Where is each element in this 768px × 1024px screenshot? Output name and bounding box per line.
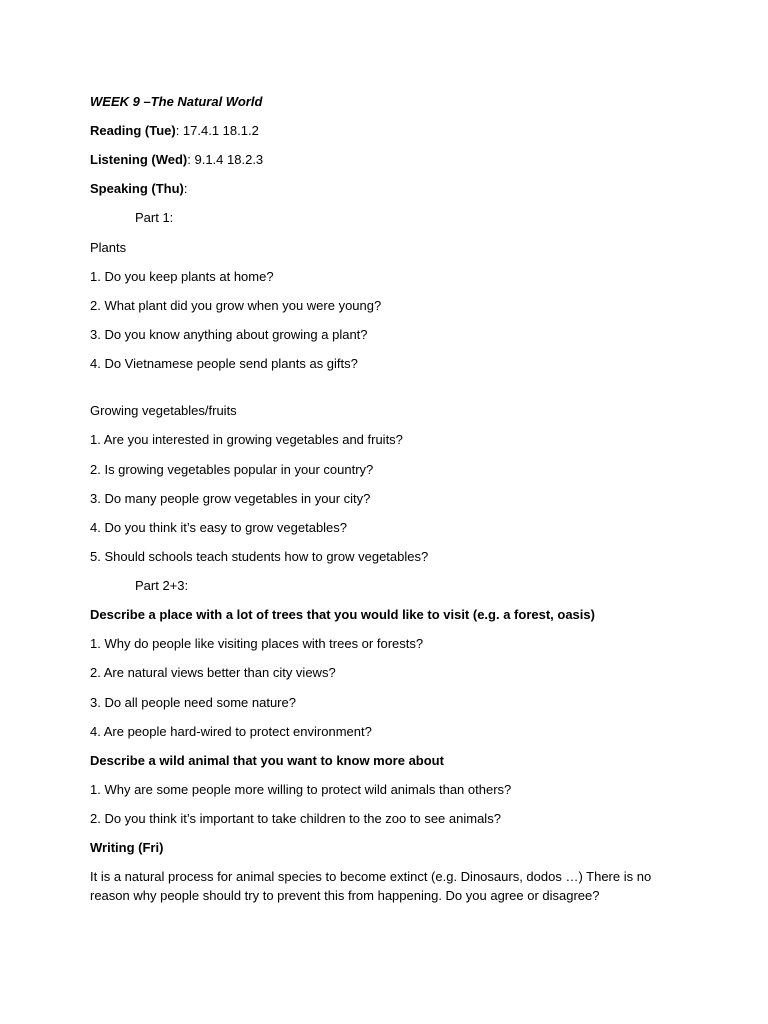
part23-heading: Part 2+3:	[135, 578, 189, 593]
question-item: 4. Are people hard-wired to protect environment?	[90, 724, 372, 739]
question-item: 2. Are natural views better than city views?	[90, 665, 336, 680]
writing-label: Writing (Fri)	[90, 840, 164, 855]
reading-line	[90, 123, 259, 139]
listening-line	[90, 152, 263, 168]
question-item: 2. What plant did you grow when you were young?	[90, 298, 382, 313]
speaking-line	[90, 181, 188, 197]
week-title: WEEK 9 –The Natural World	[90, 94, 263, 109]
listening-label: Listening (Wed)	[90, 152, 188, 167]
cue-card-trees-title: Describe a place with a lot of trees that you would like to visit (e.g. a forest, oasis)	[90, 607, 595, 622]
question-item: 1. Do you keep plants at home?	[90, 269, 274, 284]
question-item: 1. Are you interested in growing vegetables and fruits?	[90, 432, 403, 447]
question-item: 1. Why do people like visiting places with trees or forests?	[90, 636, 424, 651]
question-item: 1. Why are some people more willing to protect wild animals than others?	[90, 782, 512, 797]
part1-heading: Part 1:	[135, 210, 174, 225]
writing-prompt: It is a natural process for animal species to become extinct (e.g. Dinosaurs, dodos …) There is no reason why people should try to prevent this from happening. Do you agree or disagree?	[90, 869, 652, 903]
question-item: 3. Do many people grow vegetables in your city?	[90, 491, 371, 506]
reading-value: : 17.4.1 18.1.2	[175, 123, 259, 138]
listening-value: : 9.1.4 18.2.3	[187, 152, 264, 167]
reading-label: Reading (Tue)	[90, 123, 176, 138]
question-item: 2. Do you think it’s important to take children to the zoo to see animals?	[90, 811, 501, 826]
speaking-label: Speaking (Thu)	[90, 181, 184, 196]
question-item: 3. Do you know anything about growing a plant?	[90, 327, 368, 342]
topic-vegetables-title: Growing vegetables/fruits	[90, 403, 237, 418]
question-item: 5. Should schools teach students how to grow vegetables?	[90, 549, 429, 564]
question-item: 4. Do Vietnamese people send plants as gifts?	[90, 356, 358, 371]
topic-plants-title: Plants	[90, 240, 127, 255]
speaking-value: :	[183, 181, 188, 196]
question-item: 2. Is growing vegetables popular in your country?	[90, 462, 374, 477]
question-item: 4. Do you think it’s easy to grow vegetables?	[90, 520, 348, 535]
cue-card-animal-title: Describe a wild animal that you want to know more about	[90, 753, 444, 768]
question-item: 3. Do all people need some nature?	[90, 695, 296, 710]
